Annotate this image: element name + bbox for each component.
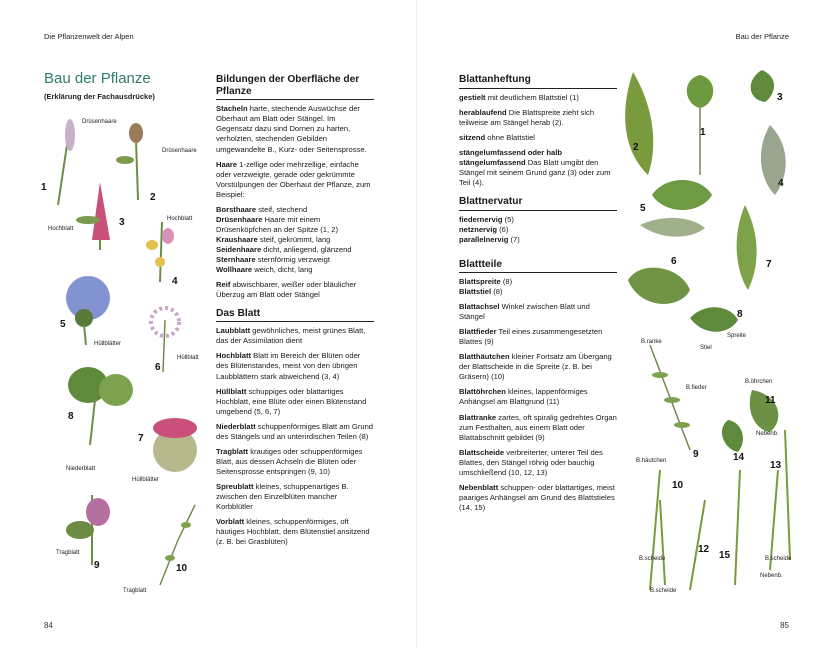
illus-number-7: 7 bbox=[138, 433, 144, 444]
entry-nebenblatt: Nebenblatt schuppen- oder blattartiges, meist paariges Anhängsel am Grund des Blattstieles (14, 15) bbox=[459, 482, 615, 512]
illus-right-2 bbox=[625, 72, 653, 175]
entry-fiedernervig: fiedernervig (5) bbox=[459, 214, 514, 224]
illus-right-number-3: 3 bbox=[777, 92, 783, 103]
page-number-left: 84 bbox=[44, 621, 53, 630]
illus-right-number-8: 8 bbox=[737, 309, 743, 320]
entry-laubblatt: Laubblatt gewöhnliches, meist grünes Blatt, das der Assimilation dient bbox=[216, 326, 366, 346]
illus-label-spreite: Spreite bbox=[727, 333, 747, 339]
illus-right-number-4: 4 bbox=[778, 178, 784, 189]
illus-right-8 bbox=[690, 307, 738, 331]
illus-number-10: 10 bbox=[176, 563, 188, 574]
entry-niederblatt: Niederblatt schuppenförmiges Blatt am Grund des Stängels und an unterirdischen Teilen (8) bbox=[216, 421, 374, 441]
entry-blattoehrchen: Blattöhrchen kleines, lappenförmiges Anhängsel am Blattgrund (11) bbox=[459, 387, 588, 407]
illus-label-druesenhaare-2: Drüsenhaare bbox=[162, 148, 197, 154]
illus-right-5 bbox=[652, 180, 712, 210]
entry-hochblatt: Hochblatt Blatt im Bereich der Blüten oder des Blütenstandes, meist von den übrigen Laubblättern stark abweichend (3, 4) bbox=[216, 351, 361, 381]
illus-right-number-14: 14 bbox=[733, 452, 745, 463]
illus-label-boehrchen: B.öhrchen bbox=[745, 379, 773, 385]
entry-druesenhaare: Drüsenhaare Haare mit einem Drüsenköpfchen an der Spitze (1, 2) bbox=[216, 214, 338, 234]
illus-label-bscheide-1: B.scheide bbox=[639, 556, 666, 562]
illus-label-druesenhaare-1: Drüsenhaare bbox=[82, 119, 117, 125]
illus-label-hochblatt-2: Hochblatt bbox=[167, 216, 193, 222]
running-head-right: Bau der Pflanze bbox=[735, 32, 789, 41]
illus-right-number-1: 1 bbox=[700, 127, 706, 138]
illus-label-tragblatt-2: Tragblatt bbox=[123, 588, 147, 594]
illus-number-4: 4 bbox=[172, 276, 178, 287]
heading-blattanheftung: Blattanheftung bbox=[459, 74, 617, 89]
illus-label-bscheide-3: B.scheide bbox=[765, 556, 792, 562]
entry-tragblatt: Tragblatt krautiges oder schuppenförmiges Blatt, aus dessen Achseln die Blüten oder Seitensprosse entspringen (9, 10) bbox=[216, 446, 363, 476]
page-title: Bau der Pflanze bbox=[44, 70, 151, 87]
illus-label-hochblatt-1: Hochblatt bbox=[48, 226, 74, 232]
entry-haare: Haare 1-zellige oder mehrzellige, einfache oder verzweigte, gerade oder gekrümmte Vorstülpungen der Oberhaut der Pflanze, zum Beispiel: bbox=[216, 159, 371, 199]
illus-right-3 bbox=[751, 70, 774, 102]
entry-blattspreite: Blattspreite (8) bbox=[459, 277, 513, 287]
illus-right-9 bbox=[650, 345, 690, 450]
illus-label-huellblatt: Hüllblatt bbox=[177, 355, 199, 361]
heading-oberflaeche: Bildungen der Oberfläche der Pflanze bbox=[216, 74, 374, 100]
entry-borsthaare: Borsthaare steif, stechend bbox=[216, 204, 308, 214]
illus-right-number-7: 7 bbox=[766, 259, 772, 270]
illus-number-1: 1 bbox=[41, 182, 47, 193]
entry-vorblatt: Vorblatt kleines, schuppenförmiges, oft häutiges Hochblatt, dem Blütenstiel ansitzend (z. B. bei Grasblüten) bbox=[216, 516, 370, 546]
entry-kraushaare: Kraushaare steif, gekrümmt, lang bbox=[216, 234, 331, 244]
illus-label-bhaeutchen: B.häutchen bbox=[636, 458, 667, 464]
heading-blattteile: Blattteile bbox=[459, 259, 617, 274]
illus-right-number-6: 6 bbox=[671, 256, 677, 267]
illus-right-14 bbox=[722, 420, 743, 452]
entry-wollhaare: Wollhaare weich, dicht, lang bbox=[216, 264, 313, 274]
entry-spreublatt: Spreublatt kleines, schuppenartiges B. zwischen den Einzelblüten mancher Korbblütler bbox=[216, 481, 349, 511]
entry-sternhaare: Sternhaare sternförmig verzweigt bbox=[216, 254, 330, 264]
illus-label-bfieder: B.fieder bbox=[686, 385, 707, 391]
illus-number-8: 8 bbox=[68, 411, 74, 422]
running-head-left: Die Pflanzenwelt der Alpen bbox=[44, 32, 134, 41]
illus-number-9: 9 bbox=[94, 560, 100, 571]
entry-seidenhaare: Seidenhaare dicht, anliegend, glänzend bbox=[216, 244, 352, 254]
entry-huellblatt: Hüllblatt schuppiges oder blattartiges Hochblatt, eine Blüte oder einen Blütenstand umgebend (5, 6, 7) bbox=[216, 386, 367, 416]
illus-right-number-12: 12 bbox=[698, 544, 710, 555]
illus-right-grasses bbox=[650, 430, 790, 590]
entry-sitzend: sitzend ohne Blattstiel bbox=[459, 132, 535, 142]
illus-label-tragblatt-1: Tragblatt bbox=[56, 550, 80, 556]
illus-label-huellblaetter-2: Hüllblätter bbox=[132, 477, 160, 483]
entry-netznervig: netznervig (6) bbox=[459, 224, 509, 234]
illus-label-bscheide-2: B.scheide bbox=[650, 588, 677, 594]
illus-right-number-13: 13 bbox=[770, 460, 782, 471]
illus-right-6 bbox=[628, 268, 690, 304]
illus-label-niederblatt: Niederblatt bbox=[66, 466, 96, 472]
page-subtitle: (Erklärung der Fachausdrücke) bbox=[44, 92, 155, 101]
illus-right-number-9: 9 bbox=[693, 449, 699, 460]
entry-parallelnervig: parallelnervig (7) bbox=[459, 234, 520, 244]
illus-right-number-11: 11 bbox=[765, 395, 776, 406]
illus-right-1 bbox=[687, 75, 713, 175]
illus-right-number-15: 15 bbox=[719, 550, 731, 561]
entry-reif: Reif abwischbarer, weißer oder bläulicher Überzug am Blatt oder Stängel bbox=[216, 279, 357, 299]
illus-label-nebenb-2: Nebenb. bbox=[760, 573, 783, 579]
illus-number-2: 2 bbox=[150, 192, 156, 203]
illus-number-6: 6 bbox=[155, 362, 161, 373]
entry-blatthaeutchen: Blatthäutchen kleiner Fortsatz am Übergang der Blattscheide in die Spreite (z. B. bei Gräsern) (10) bbox=[459, 352, 612, 382]
entry-gestielt: gestielt mit deutlichem Blattstiel (1) bbox=[459, 92, 579, 102]
page-number-right: 85 bbox=[780, 621, 789, 630]
illus-label-huellblaetter-1: Hüllblätter bbox=[94, 341, 122, 347]
illus-number-3: 3 bbox=[119, 217, 125, 228]
entry-blattscheide: Blattscheide verbreiterter, unterer Teil des Blattes, den Stängel röhrig oder bauchig umschließend (10, 12, 13) bbox=[459, 447, 603, 477]
illus-right-number-10: 10 bbox=[672, 480, 684, 491]
illus-label-branke: B.ranke bbox=[641, 339, 662, 345]
illus-label-nebenb-1: Nebenb. bbox=[756, 431, 779, 437]
entry-herablaufend: herablaufend Die Blattspreite zieht sich teilweise am Stängel herab (2). bbox=[459, 107, 595, 127]
illus-label-stiel: Stiel bbox=[700, 345, 712, 351]
entry-blattachsel: Blattachsel Winkel zwischen Blatt und Stängel bbox=[459, 302, 590, 322]
illus-right-number-2: 2 bbox=[633, 142, 639, 153]
illus-right-number-5: 5 bbox=[640, 203, 646, 214]
entry-blattfieder: Blattfieder Teil eines zusammengesetzten Blattes (9) bbox=[459, 327, 603, 347]
heading-blattnervatur: Blattnervatur bbox=[459, 196, 617, 211]
illus-number-5: 5 bbox=[60, 319, 66, 330]
entry-blattstiel: Blattstiel (8) bbox=[459, 287, 503, 297]
illus-right-7 bbox=[737, 205, 757, 290]
entry-staengelumfassend: stängelumfassend oder halb stängelumfassend Das Blatt umgibt den Stängel mit seinem Grund ganz (3) oder zum Teil (4). bbox=[459, 147, 611, 187]
heading-das-blatt: Das Blatt bbox=[216, 308, 374, 323]
entry-blattranke: Blattranke zartes, oft spiralig gedrehtes Organ zum Festhalten, aus einem Blatt oder Blattabschnitt gebildet (9) bbox=[459, 412, 617, 442]
entry-stacheln: Stacheln harte, stechende Auswüchse der Oberhaut am Blatt oder Stängel. Im Gegensatz dazu sind Dornen zu harten, verholzten, stechenden Gebilden umgewandelte B., Kurz- oder Seitensprosse. bbox=[216, 104, 367, 154]
